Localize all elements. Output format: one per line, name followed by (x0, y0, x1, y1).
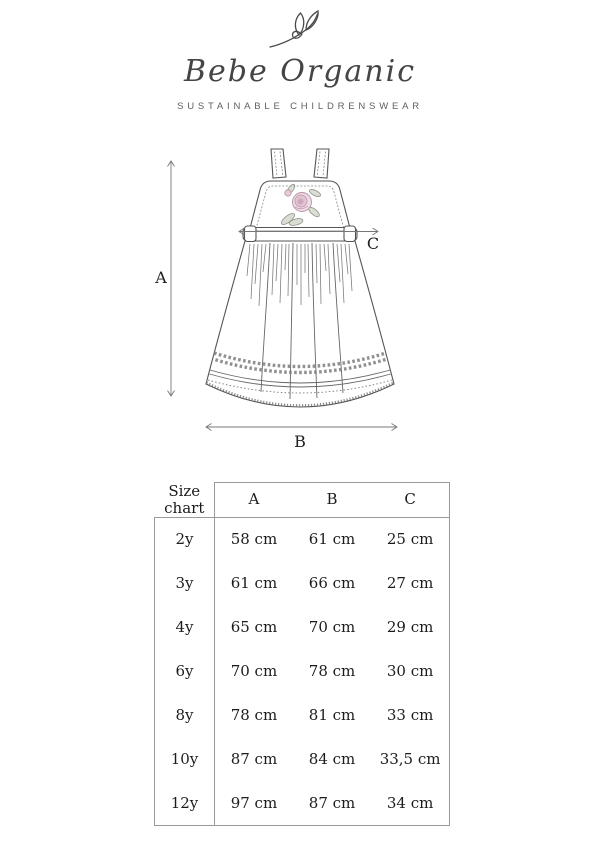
dress-illustration (206, 149, 394, 407)
dress-straps (271, 149, 329, 178)
value-cell: 78 cm (308, 661, 356, 680)
value-cell: 70 cm (230, 661, 278, 680)
value-cell: 34 cm (371, 782, 449, 826)
size-chart-title: Size chart (155, 483, 215, 518)
value-cell: 65 cm (230, 617, 278, 636)
brand-tagline: SUSTAINABLE CHILDRENSWEAR (177, 101, 423, 112)
size-cell: 8y (155, 694, 215, 738)
value-cell: 84 cm (308, 749, 356, 768)
size-cell: 2y (155, 518, 215, 562)
table-row (155, 606, 450, 650)
size-chart-header-row (155, 483, 450, 518)
value-cell: 61 cm (230, 573, 278, 592)
size-cell: 6y (155, 650, 215, 694)
value-cell: 58 cm (230, 530, 278, 549)
value-cell: 25 cm (371, 518, 449, 562)
size-cell: 4y (155, 606, 215, 650)
measure-arrow-b (206, 424, 397, 431)
value-cell: 78 cm (230, 705, 278, 724)
size-cell: 12y (155, 782, 215, 826)
table-row (155, 694, 450, 738)
dress-waistband (243, 226, 357, 242)
value-cell: 97 cm (215, 782, 293, 826)
size-chart-table (154, 482, 450, 826)
value-cell: 33,5 cm (371, 738, 449, 782)
dress-skirt (206, 241, 394, 407)
value-cell: 30 cm (371, 650, 449, 694)
column-header: C (371, 483, 449, 518)
table-row (155, 518, 450, 562)
dress-bib (249, 181, 351, 232)
value-cell: 66 cm (308, 573, 356, 592)
size-chart-body (155, 518, 450, 826)
table-row (155, 562, 450, 606)
value-cell: 70 cm (308, 617, 356, 636)
value-cell: 33 cm (371, 694, 449, 738)
column-header: A (215, 483, 293, 518)
measure-label-b: B (294, 432, 306, 451)
value-cell: 29 cm (371, 606, 449, 650)
table-row (155, 738, 450, 782)
measure-label-c: C (366, 234, 380, 253)
value-cell: 61 cm (308, 530, 356, 549)
branch-sprig-icon (270, 11, 318, 47)
measure-label-a: A (155, 268, 167, 287)
column-header: B (293, 483, 371, 518)
value-cell: 87 cm (230, 749, 278, 768)
value-cell: 87 cm (293, 782, 371, 826)
brand-name: Bebe Organic (183, 54, 417, 89)
table-row (155, 782, 450, 826)
value-cell: 27 cm (371, 562, 449, 606)
size-chart-header (155, 483, 450, 518)
size-cell: 10y (155, 738, 215, 782)
size-cell: 3y (155, 562, 215, 606)
value-cell: 81 cm (308, 705, 356, 724)
measure-arrow-a (168, 161, 175, 396)
table-row (155, 650, 450, 694)
